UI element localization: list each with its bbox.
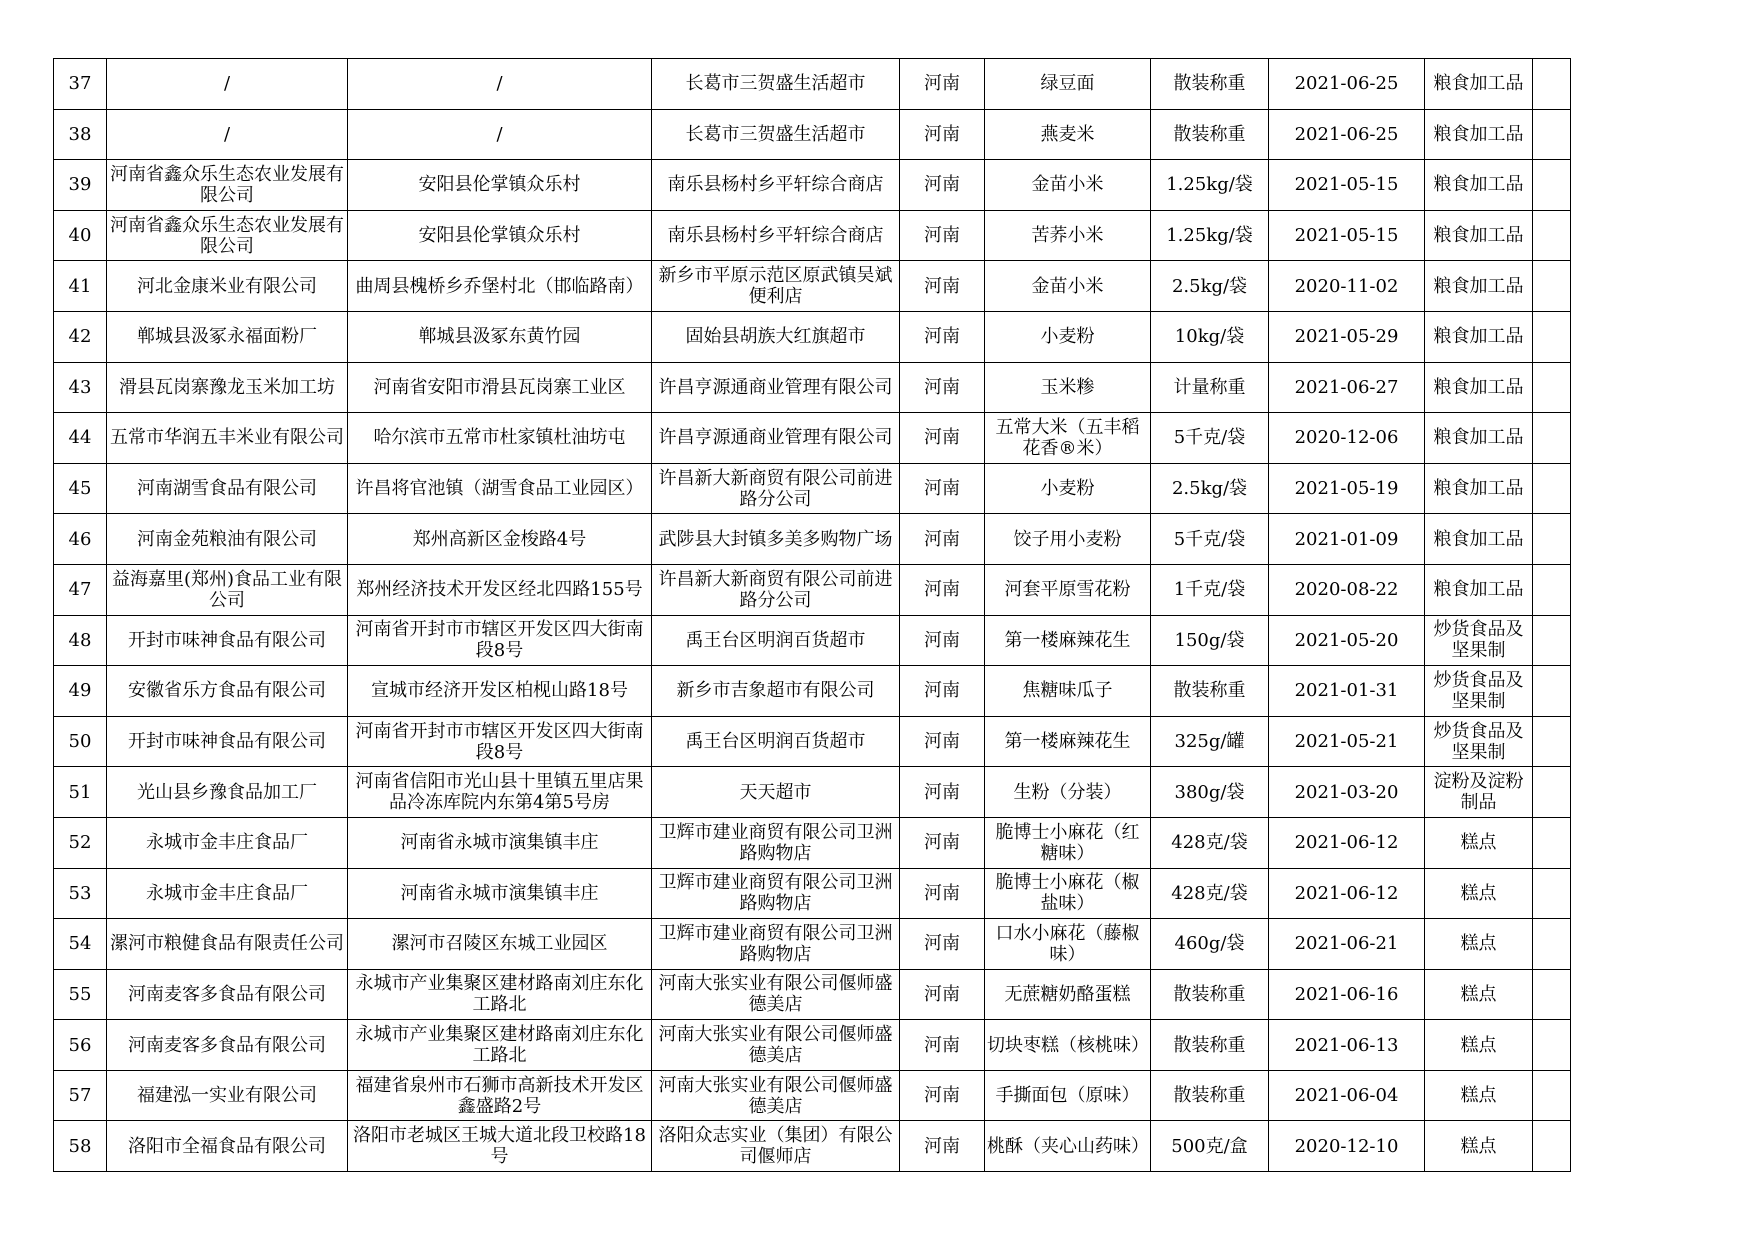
production-date-cell: 2021-01-31 (1269, 666, 1425, 717)
producer-name-cell: 开封市味神食品有限公司 (107, 716, 348, 767)
specification-cell: 计量称重 (1151, 362, 1269, 413)
table-row (54, 969, 1571, 1020)
specification-cell: 2.5kg/袋 (1151, 463, 1269, 514)
province-cell: 河南 (900, 210, 985, 261)
row-number-cell: 40 (54, 210, 107, 261)
row-number-cell: 49 (54, 666, 107, 717)
specification-cell: 1.25kg/袋 (1151, 160, 1269, 211)
production-date-cell: 2021-05-15 (1269, 210, 1425, 261)
producer-address-cell: / (348, 59, 652, 110)
product-name-cell: 无蔗糖奶酪蛋糕 (985, 969, 1151, 1020)
producer-name-cell: 河南麦客多食品有限公司 (107, 969, 348, 1020)
seller-name-cell: 武陟县大封镇多美多购物广场 (652, 514, 900, 565)
province-cell: 河南 (900, 311, 985, 362)
production-date-cell: 2021-03-20 (1269, 767, 1425, 818)
food-category-cell: 粮食加工品 (1425, 311, 1533, 362)
food-category-cell: 炒货食品及坚果制 (1425, 615, 1533, 666)
producer-name-cell: 安徽省乐方食品有限公司 (107, 666, 348, 717)
producer-address-cell: 哈尔滨市五常市杜家镇杜油坊屯 (348, 413, 652, 464)
row-number-cell: 50 (54, 716, 107, 767)
table-row (54, 615, 1571, 666)
food-category-cell: 炒货食品及坚果制 (1425, 716, 1533, 767)
row-number-cell: 56 (54, 1020, 107, 1071)
seller-name-cell: 南乐县杨村乡平轩综合商店 (652, 210, 900, 261)
product-name-cell: 小麦粉 (985, 463, 1151, 514)
food-category-cell: 糕点 (1425, 969, 1533, 1020)
producer-address-cell: 郑州高新区金梭路4号 (348, 514, 652, 565)
production-date-cell: 2021-06-25 (1269, 59, 1425, 110)
row-number-cell: 37 (54, 59, 107, 110)
province-cell: 河南 (900, 160, 985, 211)
seller-name-cell: 长葛市三贺盛生活超市 (652, 109, 900, 160)
inspection-table (53, 58, 1571, 1172)
producer-address-cell: 河南省开封市市辖区开发区四大街南段8号 (348, 716, 652, 767)
remark-cell (1533, 564, 1571, 615)
production-date-cell: 2021-05-20 (1269, 615, 1425, 666)
product-name-cell: 手撕面包（原味） (985, 1070, 1151, 1121)
producer-address-cell: 河南省永城市演集镇丰庄 (348, 868, 652, 919)
seller-name-cell: 河南大张实业有限公司偃师盛德美店 (652, 969, 900, 1020)
product-name-cell: 饺子用小麦粉 (985, 514, 1151, 565)
seller-name-cell: 卫辉市建业商贸有限公司卫洲路购物店 (652, 919, 900, 970)
province-cell: 河南 (900, 615, 985, 666)
production-date-cell: 2021-06-13 (1269, 1020, 1425, 1071)
producer-name-cell: 开封市味神食品有限公司 (107, 615, 348, 666)
food-category-cell: 淀粉及淀粉制品 (1425, 767, 1533, 818)
remark-cell (1533, 362, 1571, 413)
producer-name-cell: 光山县乡豫食品加工厂 (107, 767, 348, 818)
producer-address-cell: 安阳县伦掌镇众乐村 (348, 210, 652, 261)
remark-cell (1533, 969, 1571, 1020)
row-number-cell: 48 (54, 615, 107, 666)
seller-name-cell: 天天超市 (652, 767, 900, 818)
specification-cell: 460g/袋 (1151, 919, 1269, 970)
province-cell: 河南 (900, 564, 985, 615)
producer-address-cell: 宣城市经济开发区柏枧山路18号 (348, 666, 652, 717)
table-row (54, 868, 1571, 919)
production-date-cell: 2021-05-19 (1269, 463, 1425, 514)
province-cell: 河南 (900, 767, 985, 818)
production-date-cell: 2021-06-25 (1269, 109, 1425, 160)
row-number-cell: 53 (54, 868, 107, 919)
producer-name-cell: 河南金苑粮油有限公司 (107, 514, 348, 565)
food-category-cell: 粮食加工品 (1425, 463, 1533, 514)
producer-address-cell: / (348, 109, 652, 160)
producer-name-cell: / (107, 59, 348, 110)
producer-address-cell: 许昌将官池镇（湖雪食品工业园区） (348, 463, 652, 514)
food-category-cell: 粮食加工品 (1425, 59, 1533, 110)
food-category-cell: 糕点 (1425, 1121, 1533, 1172)
seller-name-cell: 南乐县杨村乡平轩综合商店 (652, 160, 900, 211)
producer-address-cell: 安阳县伦掌镇众乐村 (348, 160, 652, 211)
table-row (54, 817, 1571, 868)
row-number-cell: 46 (54, 514, 107, 565)
province-cell: 河南 (900, 261, 985, 312)
food-category-cell: 粮食加工品 (1425, 210, 1533, 261)
producer-address-cell: 河南省信阳市光山县十里镇五里店果品冷冻库院内东第4第5号房 (348, 767, 652, 818)
row-number-cell: 47 (54, 564, 107, 615)
specification-cell: 1千克/袋 (1151, 564, 1269, 615)
row-number-cell: 57 (54, 1070, 107, 1121)
production-date-cell: 2021-06-12 (1269, 817, 1425, 868)
producer-address-cell: 河南省安阳市滑县瓦岗寨工业区 (348, 362, 652, 413)
product-name-cell: 河套平原雪花粉 (985, 564, 1151, 615)
producer-name-cell: 河南湖雪食品有限公司 (107, 463, 348, 514)
specification-cell: 428克/袋 (1151, 868, 1269, 919)
table-row (54, 109, 1571, 160)
row-number-cell: 45 (54, 463, 107, 514)
specification-cell: 散装称重 (1151, 109, 1269, 160)
production-date-cell: 2020-12-06 (1269, 413, 1425, 464)
province-cell: 河南 (900, 413, 985, 464)
row-number-cell: 55 (54, 969, 107, 1020)
producer-address-cell: 永城市产业集聚区建材路南刘庄东化工路北 (348, 969, 652, 1020)
remark-cell (1533, 868, 1571, 919)
production-date-cell: 2021-06-27 (1269, 362, 1425, 413)
table-row (54, 716, 1571, 767)
production-date-cell: 2021-06-04 (1269, 1070, 1425, 1121)
food-category-cell: 粮食加工品 (1425, 362, 1533, 413)
producer-name-cell: 郸城县汲冢永福面粉厂 (107, 311, 348, 362)
remark-cell (1533, 514, 1571, 565)
row-number-cell: 39 (54, 160, 107, 211)
remark-cell (1533, 109, 1571, 160)
table-row (54, 463, 1571, 514)
seller-name-cell: 禹王台区明润百货超市 (652, 716, 900, 767)
row-number-cell: 44 (54, 413, 107, 464)
producer-address-cell: 郑州经济技术开发区经北四路155号 (348, 564, 652, 615)
specification-cell: 1.25kg/袋 (1151, 210, 1269, 261)
producer-address-cell: 河南省开封市市辖区开发区四大街南段8号 (348, 615, 652, 666)
table-row (54, 59, 1571, 110)
specification-cell: 5千克/袋 (1151, 413, 1269, 464)
table-row (54, 1020, 1571, 1071)
food-category-cell: 粮食加工品 (1425, 514, 1533, 565)
specification-cell: 散装称重 (1151, 59, 1269, 110)
remark-cell (1533, 1121, 1571, 1172)
table-row (54, 362, 1571, 413)
producer-name-cell: 河南省鑫众乐生态农业发展有限公司 (107, 160, 348, 211)
table-row (54, 767, 1571, 818)
product-name-cell: 苦荞小米 (985, 210, 1151, 261)
food-category-cell: 粮食加工品 (1425, 413, 1533, 464)
remark-cell (1533, 919, 1571, 970)
food-category-cell: 炒货食品及坚果制 (1425, 666, 1533, 717)
production-date-cell: 2021-05-21 (1269, 716, 1425, 767)
product-name-cell: 焦糖味瓜子 (985, 666, 1151, 717)
remark-cell (1533, 817, 1571, 868)
table-row (54, 919, 1571, 970)
production-date-cell: 2021-06-21 (1269, 919, 1425, 970)
production-date-cell: 2021-06-12 (1269, 868, 1425, 919)
row-number-cell: 58 (54, 1121, 107, 1172)
remark-cell (1533, 261, 1571, 312)
row-number-cell: 54 (54, 919, 107, 970)
product-name-cell: 脆博士小麻花（椒盐味） (985, 868, 1151, 919)
producer-name-cell: / (107, 109, 348, 160)
producer-name-cell: 河南省鑫众乐生态农业发展有限公司 (107, 210, 348, 261)
specification-cell: 325g/罐 (1151, 716, 1269, 767)
producer-name-cell: 福建泓一实业有限公司 (107, 1070, 348, 1121)
specification-cell: 散装称重 (1151, 666, 1269, 717)
food-category-cell: 粮食加工品 (1425, 109, 1533, 160)
producer-address-cell: 河南省永城市演集镇丰庄 (348, 817, 652, 868)
remark-cell (1533, 413, 1571, 464)
producer-name-cell: 五常市华润五丰米业有限公司 (107, 413, 348, 464)
food-category-cell: 粮食加工品 (1425, 160, 1533, 211)
remark-cell (1533, 210, 1571, 261)
product-name-cell: 燕麦米 (985, 109, 1151, 160)
remark-cell (1533, 160, 1571, 211)
table-row (54, 261, 1571, 312)
producer-name-cell: 益海嘉里(郑州)食品工业有限公司 (107, 564, 348, 615)
specification-cell: 5千克/袋 (1151, 514, 1269, 565)
seller-name-cell: 固始县胡族大红旗超市 (652, 311, 900, 362)
producer-address-cell: 漯河市召陵区东城工业园区 (348, 919, 652, 970)
production-date-cell: 2020-08-22 (1269, 564, 1425, 615)
food-category-cell: 糕点 (1425, 1020, 1533, 1071)
producer-address-cell: 郸城县汲冢东黄竹园 (348, 311, 652, 362)
specification-cell: 2.5kg/袋 (1151, 261, 1269, 312)
product-name-cell: 切块枣糕（核桃味） (985, 1020, 1151, 1071)
food-category-cell: 粮食加工品 (1425, 564, 1533, 615)
specification-cell: 散装称重 (1151, 1020, 1269, 1071)
production-date-cell: 2021-05-29 (1269, 311, 1425, 362)
table-row (54, 210, 1571, 261)
specification-cell: 500克/盒 (1151, 1121, 1269, 1172)
table-row (54, 564, 1571, 615)
province-cell: 河南 (900, 1121, 985, 1172)
remark-cell (1533, 1070, 1571, 1121)
province-cell: 河南 (900, 1070, 985, 1121)
row-number-cell: 43 (54, 362, 107, 413)
seller-name-cell: 禹王台区明润百货超市 (652, 615, 900, 666)
production-date-cell: 2021-01-09 (1269, 514, 1425, 565)
remark-cell (1533, 767, 1571, 818)
table-row (54, 1070, 1571, 1121)
product-name-cell: 小麦粉 (985, 311, 1151, 362)
product-name-cell: 口水小麻花（藤椒味） (985, 919, 1151, 970)
seller-name-cell: 河南大张实业有限公司偃师盛德美店 (652, 1020, 900, 1071)
seller-name-cell: 洛阳众志实业（集团）有限公司偃师店 (652, 1121, 900, 1172)
product-name-cell: 桃酥（夹心山药味） (985, 1121, 1151, 1172)
seller-name-cell: 许昌新大新商贸有限公司前进路分公司 (652, 463, 900, 514)
specification-cell: 10kg/袋 (1151, 311, 1269, 362)
row-number-cell: 51 (54, 767, 107, 818)
producer-name-cell: 永城市金丰庄食品厂 (107, 817, 348, 868)
producer-address-cell: 洛阳市老城区王城大道北段卫校路18号 (348, 1121, 652, 1172)
remark-cell (1533, 311, 1571, 362)
seller-name-cell: 许昌亨源通商业管理有限公司 (652, 362, 900, 413)
remark-cell (1533, 463, 1571, 514)
row-number-cell: 52 (54, 817, 107, 868)
province-cell: 河南 (900, 1020, 985, 1071)
producer-address-cell: 福建省泉州市石狮市高新技术开发区鑫盛路2号 (348, 1070, 652, 1121)
province-cell: 河南 (900, 817, 985, 868)
product-name-cell: 第一楼麻辣花生 (985, 716, 1151, 767)
specification-cell: 散装称重 (1151, 969, 1269, 1020)
product-name-cell: 生粉（分装） (985, 767, 1151, 818)
remark-cell (1533, 666, 1571, 717)
row-number-cell: 42 (54, 311, 107, 362)
producer-address-cell: 曲周县槐桥乡乔堡村北（邯临路南） (348, 261, 652, 312)
product-name-cell: 五常大米（五丰稻花香®米） (985, 413, 1151, 464)
seller-name-cell: 新乡市平原示范区原武镇吴斌便利店 (652, 261, 900, 312)
product-name-cell: 第一楼麻辣花生 (985, 615, 1151, 666)
specification-cell: 428克/袋 (1151, 817, 1269, 868)
product-name-cell: 金苗小米 (985, 160, 1151, 211)
remark-cell (1533, 615, 1571, 666)
producer-address-cell: 永城市产业集聚区建材路南刘庄东化工路北 (348, 1020, 652, 1071)
seller-name-cell: 卫辉市建业商贸有限公司卫洲路购物店 (652, 868, 900, 919)
province-cell: 河南 (900, 716, 985, 767)
product-name-cell: 绿豆面 (985, 59, 1151, 110)
food-category-cell: 粮食加工品 (1425, 261, 1533, 312)
table-row (54, 1121, 1571, 1172)
production-date-cell: 2020-12-10 (1269, 1121, 1425, 1172)
province-cell: 河南 (900, 919, 985, 970)
producer-name-cell: 洛阳市全福食品有限公司 (107, 1121, 348, 1172)
province-cell: 河南 (900, 59, 985, 110)
province-cell: 河南 (900, 109, 985, 160)
production-date-cell: 2020-11-02 (1269, 261, 1425, 312)
province-cell: 河南 (900, 868, 985, 919)
producer-name-cell: 河南麦客多食品有限公司 (107, 1020, 348, 1071)
seller-name-cell: 卫辉市建业商贸有限公司卫洲路购物店 (652, 817, 900, 868)
specification-cell: 380g/袋 (1151, 767, 1269, 818)
product-name-cell: 脆博士小麻花（红糖味） (985, 817, 1151, 868)
row-number-cell: 41 (54, 261, 107, 312)
remark-cell (1533, 59, 1571, 110)
production-date-cell: 2021-05-15 (1269, 160, 1425, 211)
table-row (54, 514, 1571, 565)
remark-cell (1533, 716, 1571, 767)
table-row (54, 413, 1571, 464)
province-cell: 河南 (900, 666, 985, 717)
table-row (54, 311, 1571, 362)
table-body (54, 59, 1571, 1172)
specification-cell: 散装称重 (1151, 1070, 1269, 1121)
product-name-cell: 金苗小米 (985, 261, 1151, 312)
producer-name-cell: 漯河市粮健食品有限责任公司 (107, 919, 348, 970)
table-row (54, 160, 1571, 211)
seller-name-cell: 许昌新大新商贸有限公司前进路分公司 (652, 564, 900, 615)
table-row (54, 666, 1571, 717)
food-category-cell: 糕点 (1425, 919, 1533, 970)
food-category-cell: 糕点 (1425, 817, 1533, 868)
specification-cell: 150g/袋 (1151, 615, 1269, 666)
production-date-cell: 2021-06-16 (1269, 969, 1425, 1020)
remark-cell (1533, 1020, 1571, 1071)
producer-name-cell: 河北金康米业有限公司 (107, 261, 348, 312)
producer-name-cell: 滑县瓦岗寨豫龙玉米加工坊 (107, 362, 348, 413)
province-cell: 河南 (900, 463, 985, 514)
seller-name-cell: 河南大张实业有限公司偃师盛德美店 (652, 1070, 900, 1121)
province-cell: 河南 (900, 362, 985, 413)
food-category-cell: 糕点 (1425, 868, 1533, 919)
province-cell: 河南 (900, 969, 985, 1020)
province-cell: 河南 (900, 514, 985, 565)
food-category-cell: 糕点 (1425, 1070, 1533, 1121)
product-name-cell: 玉米糁 (985, 362, 1151, 413)
seller-name-cell: 长葛市三贺盛生活超市 (652, 59, 900, 110)
row-number-cell: 38 (54, 109, 107, 160)
seller-name-cell: 许昌亨源通商业管理有限公司 (652, 413, 900, 464)
seller-name-cell: 新乡市吉象超市有限公司 (652, 666, 900, 717)
producer-name-cell: 永城市金丰庄食品厂 (107, 868, 348, 919)
